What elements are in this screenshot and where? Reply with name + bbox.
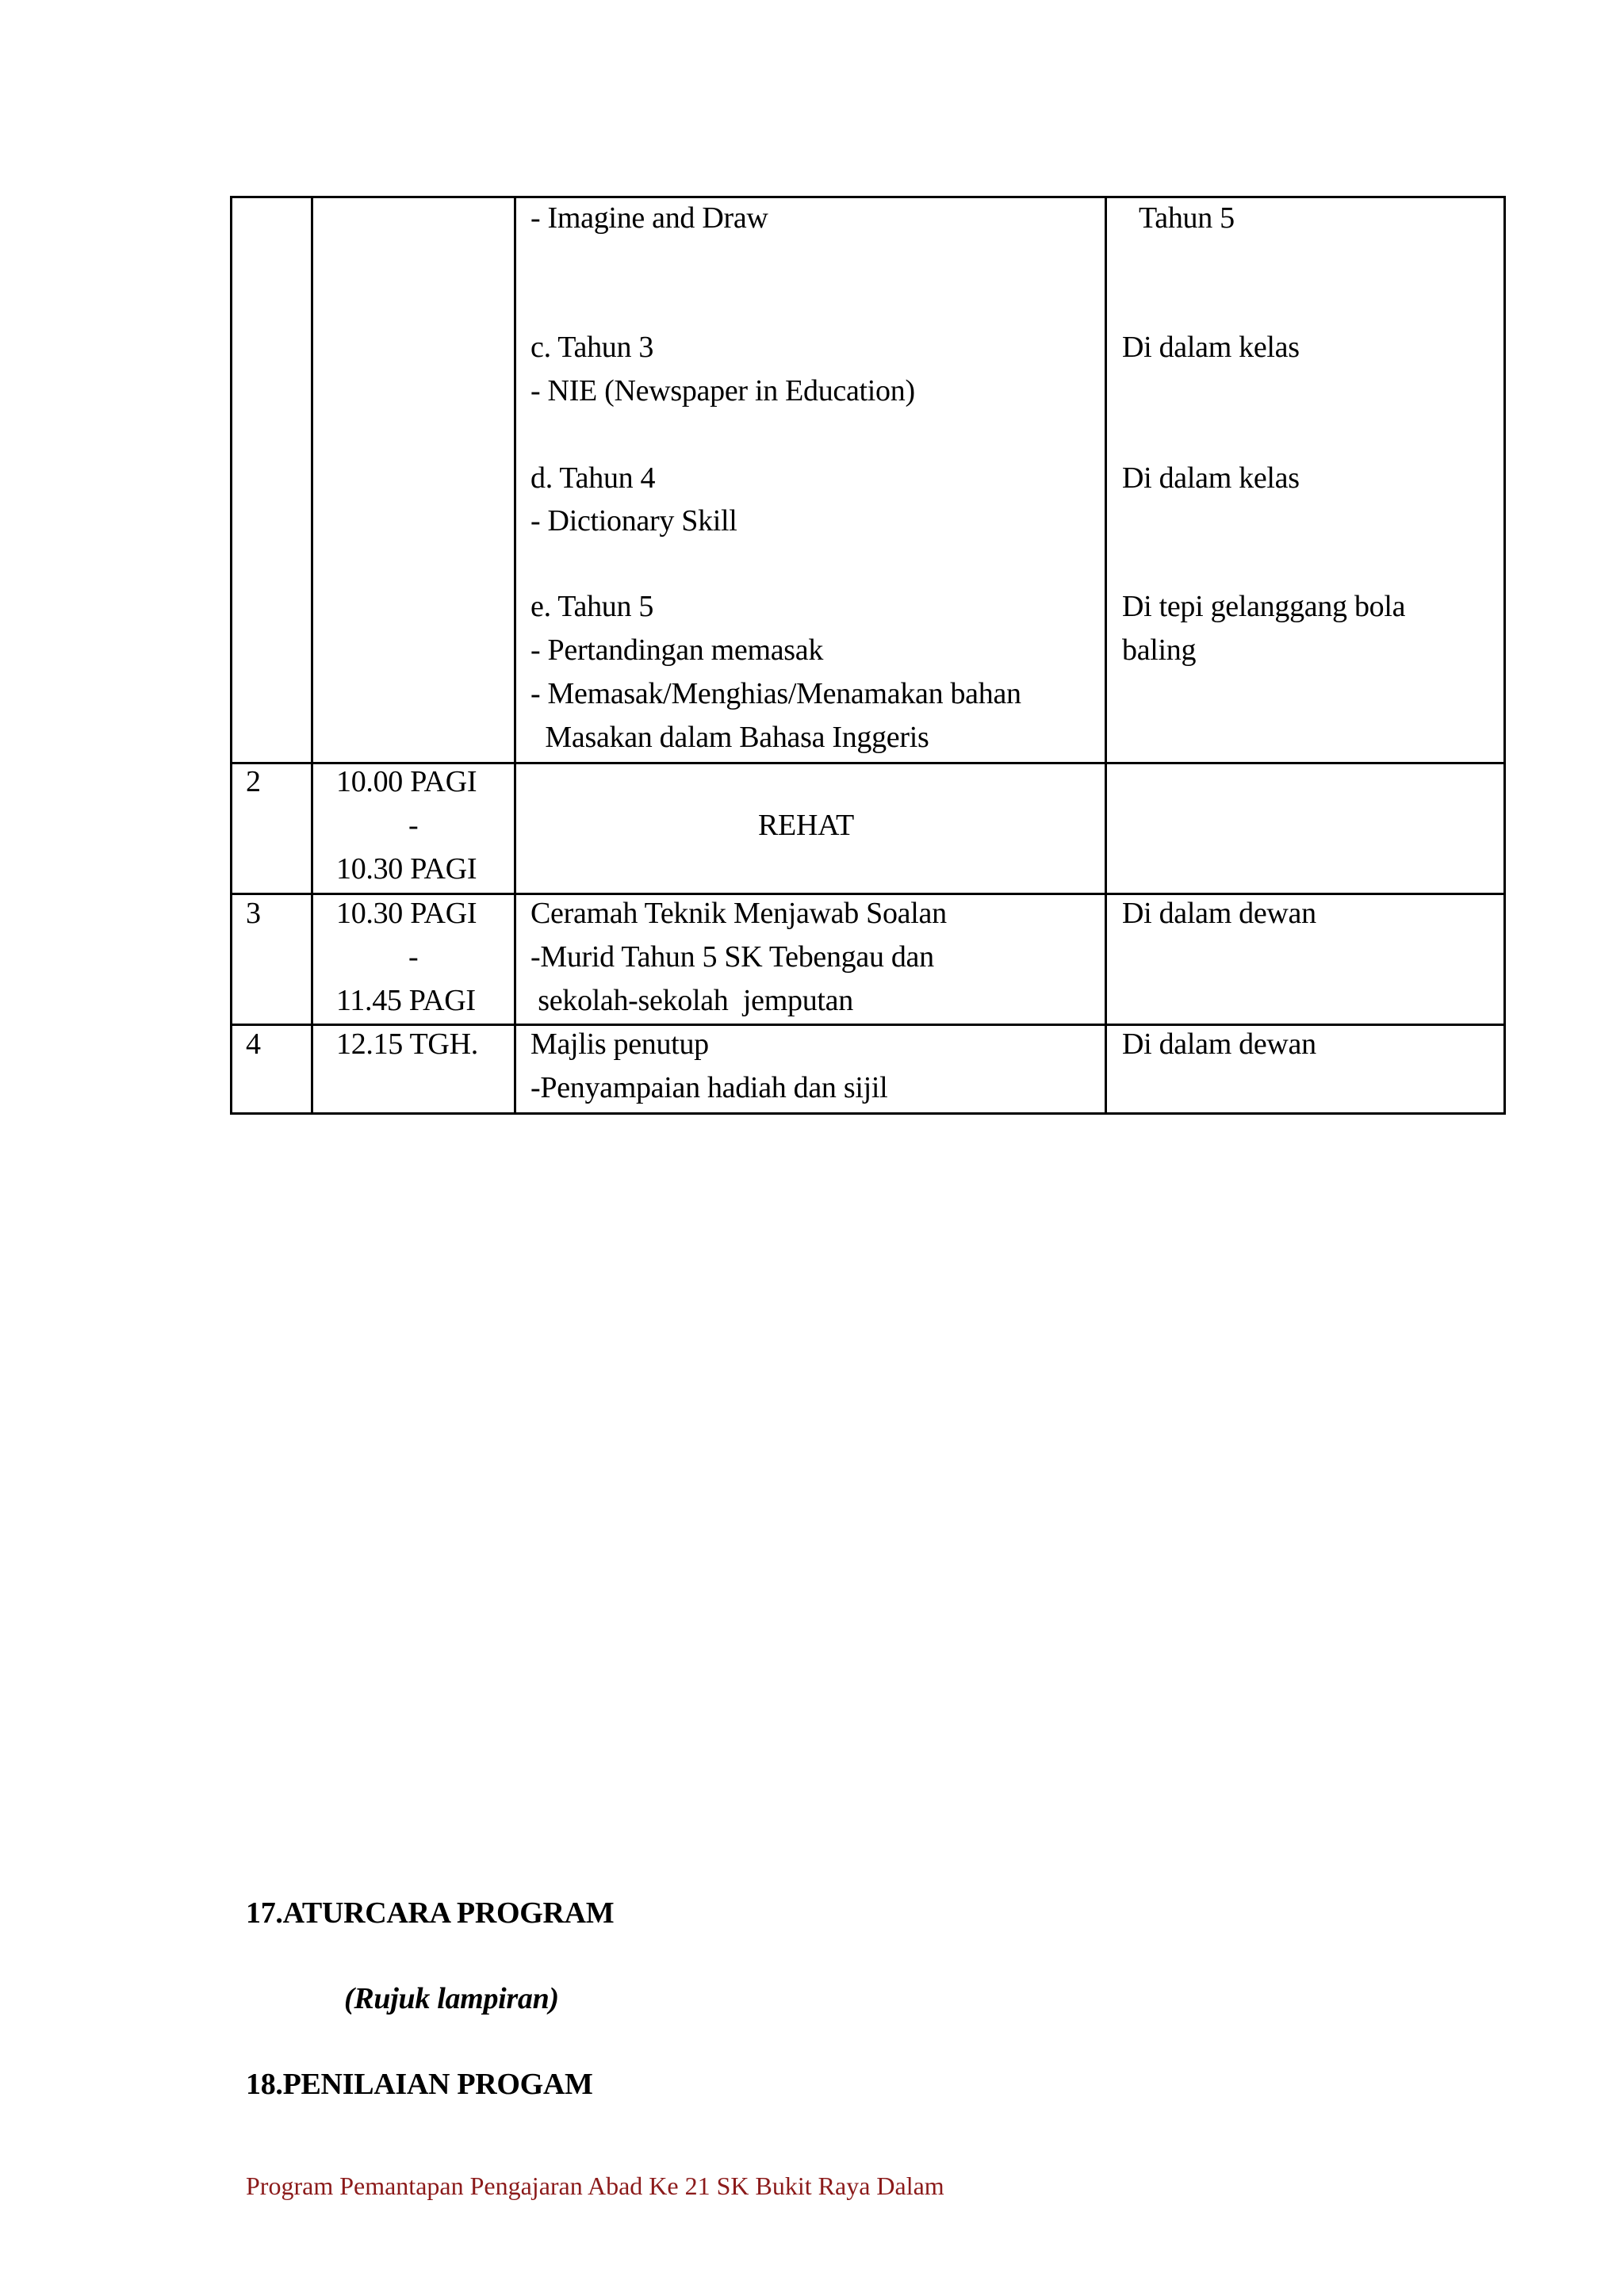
table-cell-activity: Ceramah Teknik Menjawab Soalan (530, 897, 947, 930)
table-cell-time: 10.30 PAGI (336, 897, 477, 930)
table-cell-place: baling (1122, 633, 1197, 667)
table-cell-time: - (408, 809, 419, 842)
table-cell-activity: - Imagine and Draw (530, 201, 768, 235)
section-17-note: (Rujuk lampiran) (344, 1982, 559, 2015)
table-cell-number: 3 (246, 897, 261, 930)
table-cell-time: 11.45 PAGI (336, 984, 476, 1017)
table-cell-number: 2 (246, 765, 261, 798)
table-cell-activity: sekolah-sekolah jemputan (530, 984, 853, 1017)
page-footer: Program Pemantapan Pengajaran Abad Ke 21 SK Bukit Raya Dalam (246, 2172, 944, 2200)
table-cell-activity: - NIE (Newspaper in Education) (530, 374, 915, 408)
table-cell-activity: c. Tahun 3 (530, 331, 654, 364)
table-row-divider (230, 893, 1506, 895)
table-cell-activity: - Pertandingan memasak (530, 633, 824, 667)
table-col-divider (514, 196, 516, 1115)
table-cell-activity: - Memasak/Menghias/Menamakan bahan (530, 677, 1021, 710)
table-cell-activity: -Penyampaian hadiah dan sijil (530, 1071, 888, 1104)
section-18-heading: 18.PENILAIAN PROGAM (246, 2068, 593, 2101)
table-border-right (1503, 196, 1506, 1115)
table-cell-number: 4 (246, 1027, 261, 1061)
table-row-divider (230, 762, 1506, 764)
table-cell-activity: e. Tahun 5 (530, 590, 654, 623)
table-border-top (230, 196, 1506, 198)
table-cell-activity: -Murid Tahun 5 SK Tebengau dan (530, 940, 934, 974)
table-border-left (230, 196, 232, 1115)
table-cell-activity: REHAT (758, 809, 854, 842)
section-17-heading: 17.ATURCARA PROGRAM (246, 1896, 615, 1930)
table-cell-time: - (408, 940, 419, 974)
table-cell-place: Tahun 5 (1139, 201, 1235, 235)
table-cell-place: Di dalam kelas (1122, 461, 1300, 495)
table-cell-activity: d. Tahun 4 (530, 461, 656, 495)
table-border-bottom (230, 1112, 1506, 1115)
table-cell-place: Di dalam dewan (1122, 1027, 1316, 1061)
table-cell-place: Di dalam kelas (1122, 331, 1300, 364)
table-row-divider (230, 1024, 1506, 1026)
table-col-divider (1105, 196, 1107, 1115)
table-cell-place: Di dalam dewan (1122, 897, 1316, 930)
table-cell-place: Di tepi gelanggang bola (1122, 590, 1406, 623)
table-col-divider (311, 196, 313, 1115)
table-cell-time: 10.30 PAGI (336, 852, 477, 886)
table-cell-activity: Majlis penutup (530, 1027, 709, 1061)
table-cell-time: 10.00 PAGI (336, 765, 477, 798)
table-cell-activity: - Dictionary Skill (530, 504, 737, 538)
table-cell-time: 12.15 TGH. (336, 1027, 478, 1061)
table-cell-activity: Masakan dalam Bahasa Inggeris (530, 721, 929, 754)
